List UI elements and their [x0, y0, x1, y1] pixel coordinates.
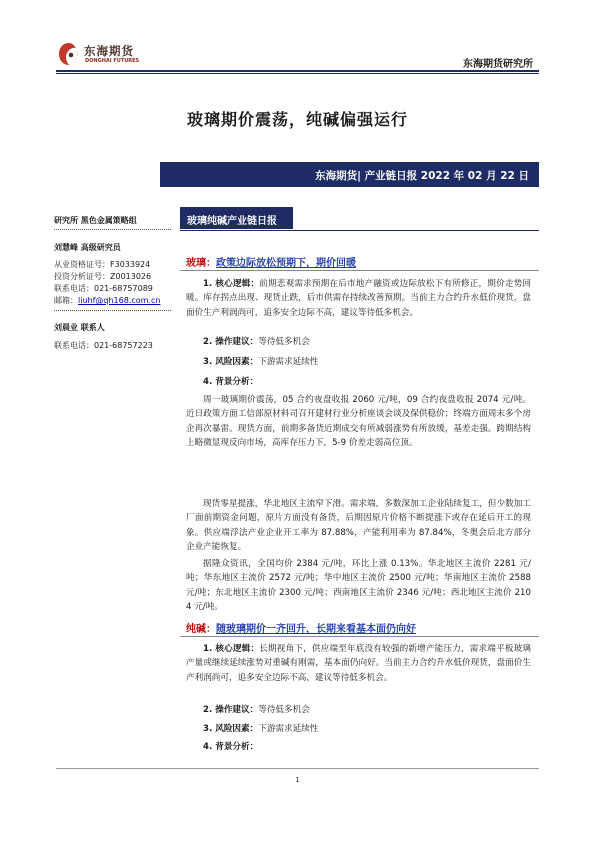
glass-divider [180, 270, 539, 271]
footer-divider [56, 768, 539, 769]
soda-logic-label: 1. 核心逻辑： [203, 644, 260, 654]
soda-risk-label: 3. 风险因素： [203, 724, 259, 734]
glass-logic-label: 1. 核心逻辑： [203, 279, 260, 289]
section-tab [180, 207, 293, 229]
email-label: 邮箱： [54, 296, 78, 305]
glass-bg-label: 4. 背景分析： [203, 377, 259, 387]
banner-text: 东海期货| 产业链日报 2022 年 02 月 22 日 [315, 170, 529, 182]
donghai-logo-icon [56, 40, 82, 68]
glass-risk-text: 下游需求延续性 [258, 357, 319, 367]
analyst-email-link[interactable]: liuhf@qh168.com.cn [78, 296, 161, 305]
soda-label: 纯碱： [186, 624, 216, 635]
section-divider [180, 230, 539, 231]
soda-subheading [186, 620, 416, 635]
soda-core-logic [186, 642, 531, 685]
glass-bg-paragraph-2: 现货零星提涨，华北地区主流窄下滑。需求端，多数深加工企业陆续复工，但少数加工厂面前期资金问题，原片方面没有备货，后期因原片价格不断提涨下或存在延后开工的现象。供应端浮法产业企业开工率为 87.88%，产能利用率为 87.84%，冬奥会后北方部分企业产能恢复。 [186, 499, 531, 553]
soda-advice-label: 2. 操作建议： [203, 705, 259, 715]
glass-bg-paragraph-1: 周一玻璃期价震荡，05 合约夜盘收报 2060 元/吨，09 合约夜盘收报 2074 元/吨。近日政策方面工信部原材料司召开建材行业分析座谈会谈及保供稳价；终端方面周末多个房企再次暴雷。现货方面，前期多备货近期成交有所减弱涨势有所放缓，基差走强。跨期结构上略微显现反向市场，高库存压力下，5-9 价差走弱高位顶。 [186, 395, 531, 449]
soda-risk-text: 下游需求延续性 [258, 724, 319, 734]
soda-logic-text: 长期视角下，供应端至年底没有较强的新增产能压力，需求端平板玻璃产量或继续延续涨势对重碱有刚需，基本面仍向好。当前主力合约升水低价现货，盘面价生产利润尚可，追多安全边际不高，建议等待低多机会。 [186, 644, 531, 683]
glass-core-logic [186, 277, 531, 320]
section-tab-label: 玻璃纯碱产业链日报 [187, 216, 277, 227]
glass-bg-paragraph-3: 据隆众资讯，全国均价 2384 元/吨，环比上涨 0.13%。华北地区主流价 2281 元/吨；华东地区主流价 2572 元/吨；华中地区主流价 2500 元/吨；华南地区主流价 2588 元/吨；东北地区主流价 2300 元/吨；西南地区主流价 2346 元/吨；西北地区主流价 2104 元/吨。 [186, 559, 531, 613]
sidebar-divider [54, 229, 171, 230]
glass-logic-text: 前期悲观需求预期在后市地产融资或边际放松下有所修正，期价走势回暖。库存拐点出现、现货止跌，后市供需存持续改善预期。当前主力合约升水低价现货，盘面价生产利润尚可，追多安全边际不高，建议等待低多机会。 [186, 279, 531, 318]
analyst-name: 刘慧峰 高级研究员 [54, 243, 121, 252]
soda-bg-label: 4. 背景分析： [203, 742, 259, 752]
soda-advice-text: 等待低多机会 [258, 705, 310, 715]
glass-risk-label: 3. 风险因素： [203, 357, 259, 367]
glass-subheading [186, 254, 356, 269]
glass-advice-text: 等待低多机会 [258, 337, 310, 347]
analyst-email-row [54, 295, 160, 306]
report-title: 玻璃期价震荡，纯碱偏强运行 [186, 110, 408, 129]
page-number: 1 [295, 776, 300, 784]
glass-headline: 政策边际放松预期下，期价回暖 [216, 258, 356, 269]
research-dept: 研究所 黑色金属策略组 [54, 216, 137, 225]
soda-divider [180, 636, 539, 637]
analyst-cert-2: 投资分析证号：Z0013026 [54, 272, 152, 281]
company-logo [56, 40, 151, 70]
logo-english-name: DONGHAI FUTURES [85, 58, 140, 64]
contact-name: 刘晨业 联系人 [54, 323, 105, 332]
glass-label: 玻璃： [186, 258, 216, 269]
header-divider [56, 70, 539, 72]
analyst-phone: 联系电话：021-68757089 [54, 284, 153, 293]
report-banner [160, 162, 539, 187]
glass-advice-label: 2. 操作建议： [203, 337, 259, 347]
institute-name: 东海期货研究所 [463, 59, 533, 70]
logo-chinese-name: 东海期货 [84, 44, 134, 58]
soda-background [186, 740, 531, 754]
soda-advice [186, 703, 531, 717]
glass-advice [186, 335, 531, 349]
soda-headline: 随玻璃期价一齐回升，长期来看基本面仍向好 [216, 624, 416, 635]
sidebar-divider [54, 310, 171, 311]
header-divider-thin [56, 73, 539, 74]
glass-background [186, 375, 531, 389]
glass-risk [186, 355, 531, 369]
contact-phone: 联系电话：021-68757223 [54, 341, 153, 350]
soda-risk [186, 722, 531, 736]
analyst-cert-1: 从业资格证号：F3033924 [54, 260, 151, 269]
